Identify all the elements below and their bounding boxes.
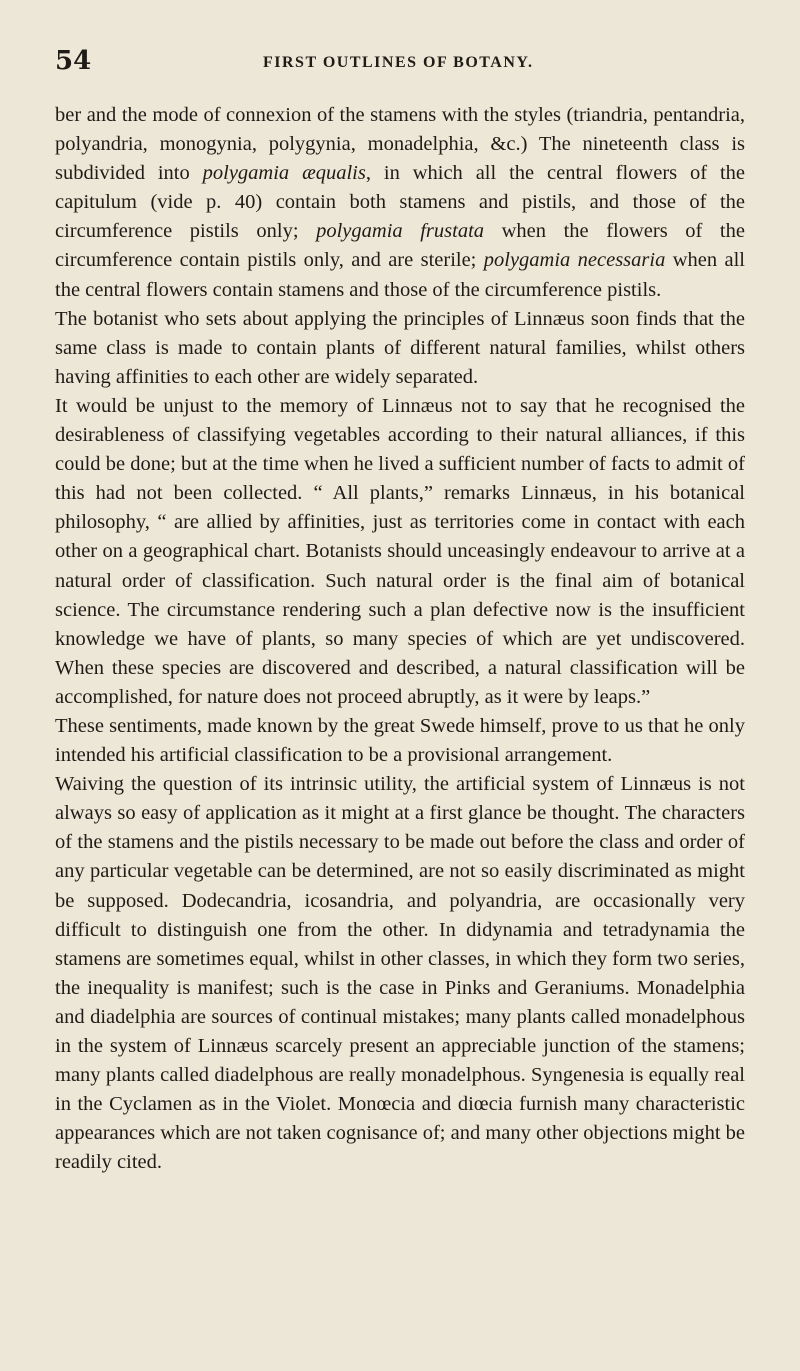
paragraph-1-text-c: when the flowers of the circumference contain pistils only, and are sterile;: [55, 220, 745, 272]
body-text: [55, 101, 745, 1177]
paragraph-3: It would be unjust to the memory of Linnæus not to say that he recognised the desirableness of classifying vegetables according to their natural alliances, if this could be done; but at the time when he lived a sufficient number of facts to admit of this had not been collected. “ All plants,” remarks Linnæus, in his botanical philosophy, “ are allied by affinities, just as territories come in contact with each other on a geographical chart. Botanists should unceasingly endeavour to arrive at a natural order of classification. Such natural order is the final aim of botanical science. The circumstance rendering such a plan defective now is the insufficient knowledge we have of plants, so many species of which are yet undiscovered. When these species are discovered and described, a natural classification will be accomplished, for nature does not proceed abruptly, as it were by leaps.”: [55, 394, 745, 708]
paragraph-1-text-a: ber and the mode of connexion of the stamens with the styles (triandria, pentandria, polyandria, monogynia, polygynia, monadelphia, &c.) The nineteenth class is subdivided into: [55, 104, 745, 185]
page-header: [55, 46, 755, 76]
paragraph-1-text-d: when all the central flowers contain stamens and those of the circumference pistils.: [55, 249, 745, 301]
paragraph-5: Waiving the question of its intrinsic utility, the artificial system of Linnæus is not always so easy of application as it might at a first glance be thought. The characters of the stamens and the pistils necessary to be made out before the class and order of any particular vegetable can be determined, are not so easily discriminated as might be supposed. Dodecandria, icosandria, and polyandria, are occasionally very difficult to distinguish one from the other. In didynamia and tetradynamia the stamens are sometimes equal, whilst in other classes, in which they form two series, the inequality is manifest; such is the case in Pinks and Geraniums. Monadelphia and diadelphia are sources of continual mistakes; many plants called monadelphous in the system of Linnæus scarcely present an appreciable junction of the stamens; many plants called diadelphous are really monadelphous. Syngenesia is equally real in the Cyclamen as in the Violet. Monœcia and diœcia furnish many characteristic appearances which are not taken cognisance of; and many other objections might be readily cited.: [55, 773, 745, 1174]
term-polygamia-aequalis: polygamia æqualis: [202, 162, 366, 185]
running-head: FIRST OUTLINES OF BOTANY.: [263, 54, 534, 71]
paragraph-1: [55, 101, 745, 305]
term-polygamia-necessaria: polygamia necessaria: [483, 249, 666, 272]
page-number: 54: [55, 46, 92, 76]
paragraph-4: These sentiments, made known by the great Swede himself, prove to us that he only intended his artificial classification to be a provisional arrangement.: [55, 714, 745, 767]
term-polygamia-frustata: polygamia frustata: [316, 220, 485, 243]
paragraph-2: The botanist who sets about applying the principles of Linnæus soon finds that the same class is made to contain plants of different natural families, whilst others having affinities to each other are widely separated.: [55, 307, 745, 388]
paragraph-1-text-b: , in which all the central flowers of the capitulum (vide p. 40) contain both stamens and pistils, and those of the circumference pistils only;: [55, 162, 746, 243]
